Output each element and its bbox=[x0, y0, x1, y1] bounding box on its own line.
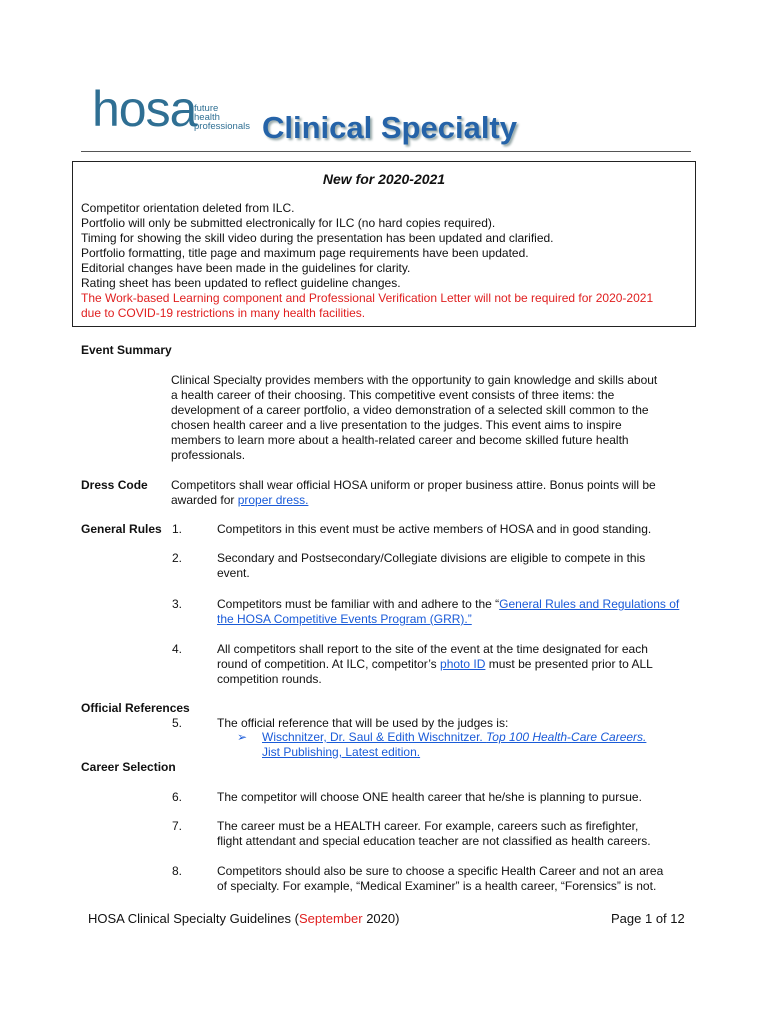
new-changes-box bbox=[72, 161, 696, 327]
change-item: Rating sheet has been updated to reflect guideline changes. bbox=[81, 276, 401, 290]
general-rules-label: General Rules bbox=[81, 522, 162, 536]
proper-dress-link[interactable]: proper dress. bbox=[237, 493, 309, 507]
rule-3-text: Competitors must be familiar with and adhere to the “General Rules and Regulations of the HOSA Competitive Events Program (GRR).” bbox=[217, 597, 680, 626]
dress-code-text: Competitors shall wear official HOSA uniform or proper business attire. Bonus points will be awarded for proper dress. bbox=[171, 478, 656, 507]
change-item: Portfolio formatting, title page and maximum page requirements have been updated. bbox=[81, 246, 529, 260]
hosa-logo bbox=[92, 81, 252, 138]
reference-citation bbox=[262, 730, 646, 760]
rule-number: 3. bbox=[172, 597, 183, 611]
rule-4-text: All competitors shall report to the site of the event at the time designated for each round of competition. At ILC, competitor’s photo ID must be presented prior to ALL competition rounds. bbox=[217, 642, 653, 686]
official-references-label: Official References bbox=[81, 701, 190, 715]
rule-7-text: The career must be a HEALTH career. For example, careers such as firefighter, flight attendant and special education teacher are not classified as health careers. bbox=[217, 819, 651, 848]
rule-number: 8. bbox=[172, 864, 183, 878]
rule-number: 6. bbox=[172, 790, 183, 804]
page-title: Clinical Specialty bbox=[262, 110, 517, 145]
new-changes-list bbox=[81, 201, 653, 321]
covid-notice-line1: The Work-based Learning component and Professional Verification Letter will not be required for 2020-2021 bbox=[81, 291, 654, 305]
dress-code-label: Dress Code bbox=[81, 478, 148, 492]
rule-8-text: Competitors should also be sure to choose a specific Health Career and not an area of specialty. For example, “Medical Examiner” is a health career, “Forensics” is not. bbox=[217, 864, 664, 893]
new-changes-heading: New for 2020-2021 bbox=[322, 171, 446, 187]
rule-number: 4. bbox=[172, 642, 183, 656]
photo-id-link[interactable]: photo ID bbox=[440, 657, 486, 671]
reference-link[interactable]: Wischnitzer, Dr. Saul & Edith Wischnitzer. Top 100 Health-Care Careers. bbox=[262, 730, 647, 744]
change-item: Portfolio will only be submitted electronically for ILC (no hard copies required). bbox=[81, 216, 496, 230]
event-summary-text: Clinical Specialty provides members with the opportunity to gain knowledge and skills about a health career of their choosing. This competitive event consists of three items: the development of a career portfolio, a video demonstration of a selected skill common to the chosen health career and a live presentation to the judges. This event aims to inspire members to learn more about a health-related career and become skilled future health professionals. bbox=[171, 373, 658, 462]
rule-6-text: The competitor will choose ONE health career that he/she is planning to pursue. bbox=[217, 790, 642, 804]
grr-link[interactable]: General Rules and Regulations of bbox=[499, 597, 680, 611]
bullet-arrow-icon: ➢ bbox=[237, 730, 248, 744]
reference-link-cont[interactable]: Jist Publishing, Latest edition. bbox=[262, 745, 421, 759]
reference-intro: The official reference that will be used by the judges is: bbox=[217, 716, 509, 730]
page-number: Page 1 of 12 bbox=[611, 911, 685, 926]
rule-number: 2. bbox=[172, 551, 183, 565]
change-item: Timing for showing the skill video during the presentation has been updated and clarified. bbox=[81, 231, 554, 245]
grr-link-cont[interactable]: the HOSA Competitive Events Program (GRR).” bbox=[217, 612, 472, 626]
rule-number: 1. bbox=[172, 522, 183, 536]
rule-number: 7. bbox=[172, 819, 183, 833]
change-item: Competitor orientation deleted from ILC. bbox=[81, 201, 295, 215]
career-selection-label: Career Selection bbox=[81, 760, 176, 774]
rule-1-text: Competitors in this event must be active members of HOSA and in good standing. bbox=[217, 522, 652, 536]
logo-tagline: future health professionals bbox=[194, 103, 250, 132]
title-divider bbox=[81, 151, 691, 152]
rule-2-text: Secondary and Postsecondary/Collegiate divisions are eligible to compete in this event. bbox=[217, 551, 646, 580]
rule-number: 5. bbox=[172, 716, 183, 730]
event-summary-label: Event Summary bbox=[81, 343, 172, 357]
footer-doc-title: HOSA Clinical Specialty Guidelines (September 2020) bbox=[88, 911, 400, 926]
logo-wordmark: hosa bbox=[92, 81, 197, 137]
covid-notice-line2: due to COVID-19 restrictions in many health facilities. bbox=[81, 306, 366, 320]
change-item: Editorial changes have been made in the guidelines for clarity. bbox=[81, 261, 411, 275]
